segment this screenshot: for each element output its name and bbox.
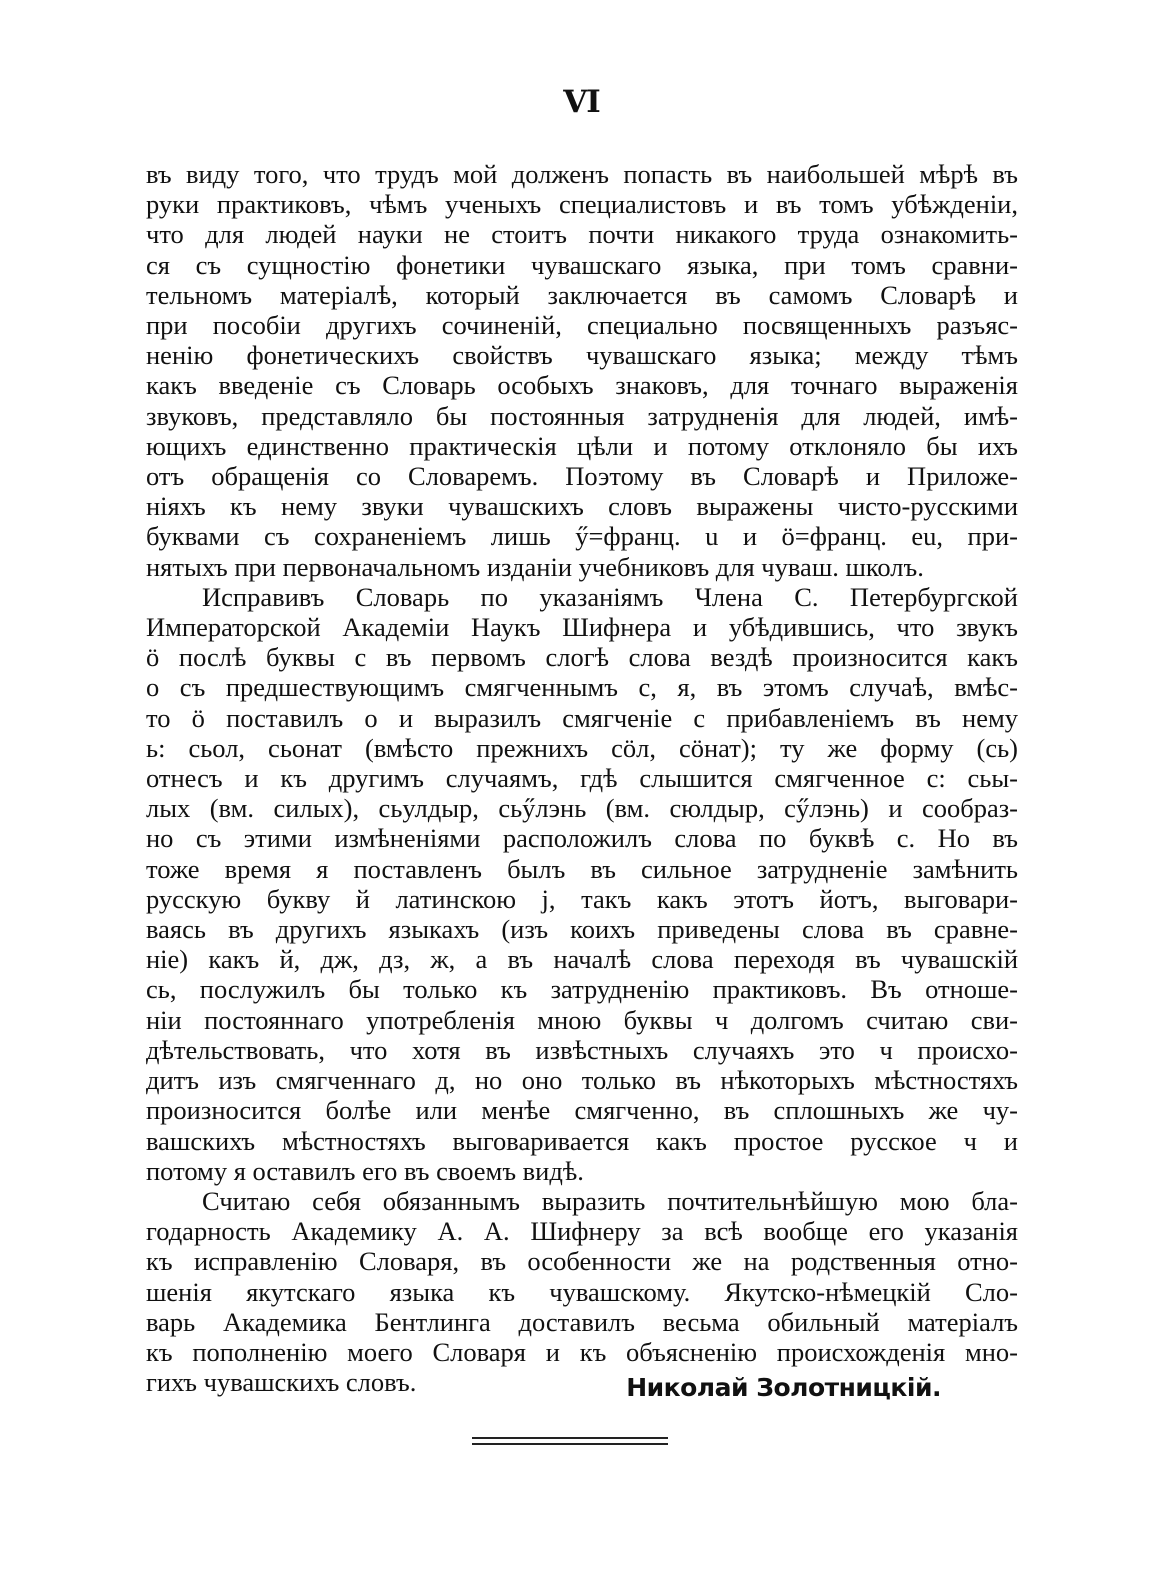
text-line: Исправивъ Словарь по указаніямъ Члена С. Петербургской [202,581,1018,612]
text-line: Императорской Академіи Наукъ Шифнера и убѣдившись, что звукъ [146,612,1018,643]
text-line: ющихъ единственно практическія цѣли и потому отклоняло бы ихъ [146,430,1018,461]
text-line: ӧ послѣ буквы с въ первомъ слогѣ слова вездѣ произносится какъ [146,642,1018,673]
paragraph [146,159,1018,582]
text-line: ненію фонетическихъ свойствъ чувашскаго языка; между тѣмъ [146,340,1018,371]
text-line: при пособіи другихъ сочиненій, специально посвященныхъ разъяс- [146,310,1018,341]
text-line: что для людей науки не стоитъ почти никакого труда ознакомить- [146,219,1018,250]
text-line: сь, послужилъ бы только къ затрудненію практиковъ. Въ отноше- [146,974,1018,1005]
closing-rule-bottom [472,1443,668,1445]
text-line: произносится болѣе или менѣе смягченно, въ сплошныхъ же чу- [146,1095,1018,1126]
text-line: дѣтельствовать, что хотя въ извѣстныхъ случаяхъ это ч происхо- [146,1034,1018,1065]
text-line: русскую букву й латинскою j, такъ какъ этотъ йотъ, выговари- [146,883,1018,914]
paragraph [146,1186,1018,1397]
text-line: то ӧ поставилъ о и выразилъ смягченіе с прибавленіемъ въ нему [146,702,1018,733]
text-line: ніе) какъ й, дж, дз, ж, а въ началѣ слова переходя въ чувашскій [146,944,1018,975]
text-line: руки практиковъ, чѣмъ ученыхъ специалистовъ и въ томъ убѣжденіи, [146,189,1018,220]
text-line: къ исправленію Словаря, въ особенности же на родственныя отно- [146,1246,1018,1277]
text-line: отнесъ и къ другимъ случаямъ, гдѣ слышится смягченное с: сьы- [146,763,1018,794]
text-line: въ виду того, что трудъ мой долженъ попасть въ наибольшей мѣрѣ въ [146,159,1018,189]
text-line: гихъ чувашскихъ словъ. [146,1367,417,1398]
text-line: ь: сьол, сьонат (вмѣсто прежнихъ сӧл, сӧнат); ту же форму (сь) [146,732,1018,763]
text-line: дитъ изъ смягченнаго д, но оно только въ нѣкоторыхъ мѣстностяхъ [146,1065,1018,1096]
text-line: вашскихъ мѣстностяхъ выговаривается какъ простое русское ч и [146,1125,1018,1156]
text-line: отъ обращенія со Словаремъ. Поэтому въ Словарѣ и Приложе- [146,461,1018,492]
paragraph [146,582,1018,1186]
text-line: нятыхъ при первоначальномъ изданіи учебниковъ для чуваш. школъ. [146,551,924,582]
text-line: ся съ сущностію фонетики чувашскаго языка, при томъ сравни- [146,249,1018,280]
text-line: варь Академика Бентлинга доставилъ весьма обильный матеріалъ [146,1306,1018,1337]
closing-rule-top [472,1437,668,1439]
page-number: VI [563,84,600,120]
text-line: лых (вм. силых), сьулдыр, сьӳлэнь (вм. сюлдыр, сӳлэнь) и сообраз- [146,793,1018,824]
signature: Николай Золотницкій. [626,1373,941,1402]
text-line: годарность Академику А. А. Шифнеру за всѣ вообще его указанія [146,1216,1018,1247]
text-line: буквами съ сохраненіемъ лишь ӳ=франц. u и ӧ=франц. eu, при- [146,521,1018,552]
text-line: какъ введеніе съ Словарь особыхъ знаковъ, для точнаго выраженія [146,370,1018,401]
text-line: ніяхъ къ нему звуки чувашскихъ словъ выражены чисто-русскими [146,491,1018,522]
text-line: къ пополненію моего Словаря и къ объясненію происхожденія мно- [146,1336,1018,1367]
text-line: потому я оставилъ его въ своемъ видѣ. [146,1155,584,1186]
body-text [146,159,1018,1397]
text-line: шенія якутскаго языка къ чувашскому. Якутско-нѣмецкій Сло- [146,1276,1018,1307]
text-line: ваясь въ другихъ языкахъ (изъ коихъ приведены слова въ сравне- [146,914,1018,945]
text-line: Считаю себя обязаннымъ выразить почтительнѣйшую мою бла- [202,1185,1018,1216]
text-line: тельномъ матеріалѣ, который заключается въ самомъ Словарѣ и [146,279,1018,310]
text-line: но съ этими измѣненіями расположилъ слова по буквѣ с. Но въ [146,823,1018,854]
text-line: о съ предшествующимъ смягченнымъ с, я, въ этомъ случаѣ, вмѣс- [146,672,1018,703]
text-line: тоже время я поставленъ былъ въ сильное затрудненіе замѣнить [146,853,1018,884]
text-line: звуковъ, представляло бы постоянныя затрудненія для людей, имѣ- [146,400,1018,431]
text-line: ніи постояннаго употребленія мною буквы ч долгомъ считаю сви- [146,1004,1018,1035]
